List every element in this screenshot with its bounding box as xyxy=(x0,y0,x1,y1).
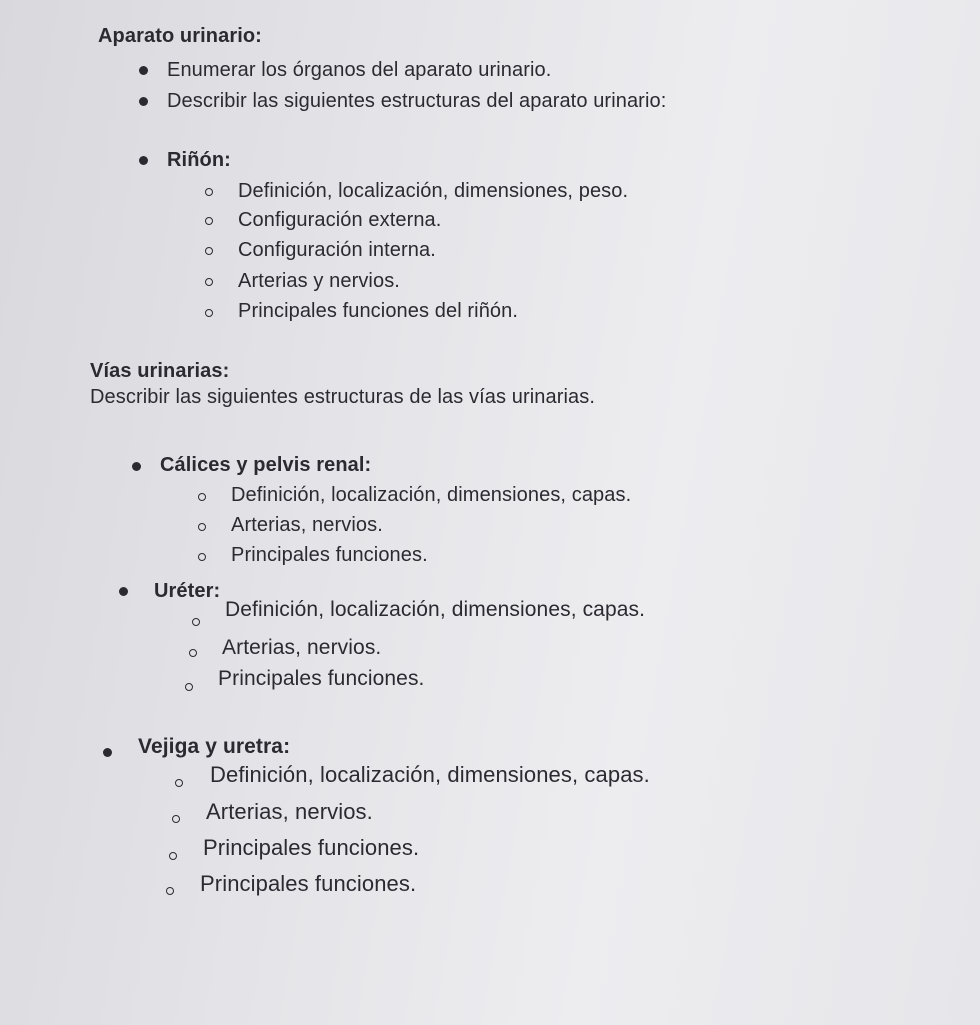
circle-bullet-icon xyxy=(185,683,193,691)
bullet-icon xyxy=(103,748,112,757)
circle-bullet-icon xyxy=(166,887,174,895)
circle-bullet-icon xyxy=(189,649,197,657)
list-item: Principales funciones. xyxy=(231,544,428,566)
list-item: Definición, localización, dimensiones, capas. xyxy=(210,762,650,787)
list-item: Arterias, nervios. xyxy=(206,799,373,824)
section-title-vias-urinarias: Vías urinarias: xyxy=(90,360,230,382)
list-item: Arterias, nervios. xyxy=(222,636,382,659)
circle-bullet-icon xyxy=(205,278,213,286)
list-item: Definición, localización, dimensiones, capas. xyxy=(231,484,632,506)
list-item: Principales funciones. xyxy=(218,667,425,690)
section-title-aparato-urinario: Aparato urinario: xyxy=(98,25,262,47)
circle-bullet-icon xyxy=(205,247,213,255)
list-item: Definición, localización, dimensiones, capas. xyxy=(225,598,646,621)
bullet-icon xyxy=(119,587,128,596)
subsection-title-rinon: Riñón: xyxy=(167,149,231,171)
circle-bullet-icon xyxy=(169,852,177,860)
circle-bullet-icon xyxy=(205,217,213,225)
list-item-enumerar: Enumerar los órganos del aparato urinario. xyxy=(167,59,552,81)
circle-bullet-icon xyxy=(175,779,183,787)
subsection-title-ureter: Uréter: xyxy=(154,580,221,602)
circle-bullet-icon xyxy=(198,553,206,561)
subsection-title-vejiga: Vejiga y uretra: xyxy=(138,735,291,758)
circle-bullet-icon xyxy=(172,815,180,823)
list-item: Arterias, nervios. xyxy=(231,514,383,536)
list-item: Configuración interna. xyxy=(238,239,436,261)
circle-bullet-icon xyxy=(198,523,206,531)
list-item: Definición, localización, dimensiones, peso. xyxy=(238,180,629,202)
list-item: Configuración externa. xyxy=(238,209,442,231)
list-item: Principales funciones. xyxy=(200,871,417,896)
list-item: Principales funciones. xyxy=(203,835,420,860)
bullet-icon xyxy=(132,462,141,471)
circle-bullet-icon xyxy=(192,618,200,626)
bullet-icon xyxy=(139,66,148,75)
bullet-icon xyxy=(139,97,148,106)
circle-bullet-icon xyxy=(205,309,213,317)
list-item: Arterias y nervios. xyxy=(238,270,400,292)
list-item-describir: Describir las siguientes estructuras del aparato urinario: xyxy=(167,90,667,112)
list-item: Principales funciones del riñón. xyxy=(238,300,519,322)
circle-bullet-icon xyxy=(205,188,213,196)
subsection-title-calices: Cálices y pelvis renal: xyxy=(160,454,372,476)
bullet-icon xyxy=(139,156,148,165)
circle-bullet-icon xyxy=(198,493,206,501)
section-intro: Describir las siguientes estructuras de las vías urinarias. xyxy=(90,386,595,408)
